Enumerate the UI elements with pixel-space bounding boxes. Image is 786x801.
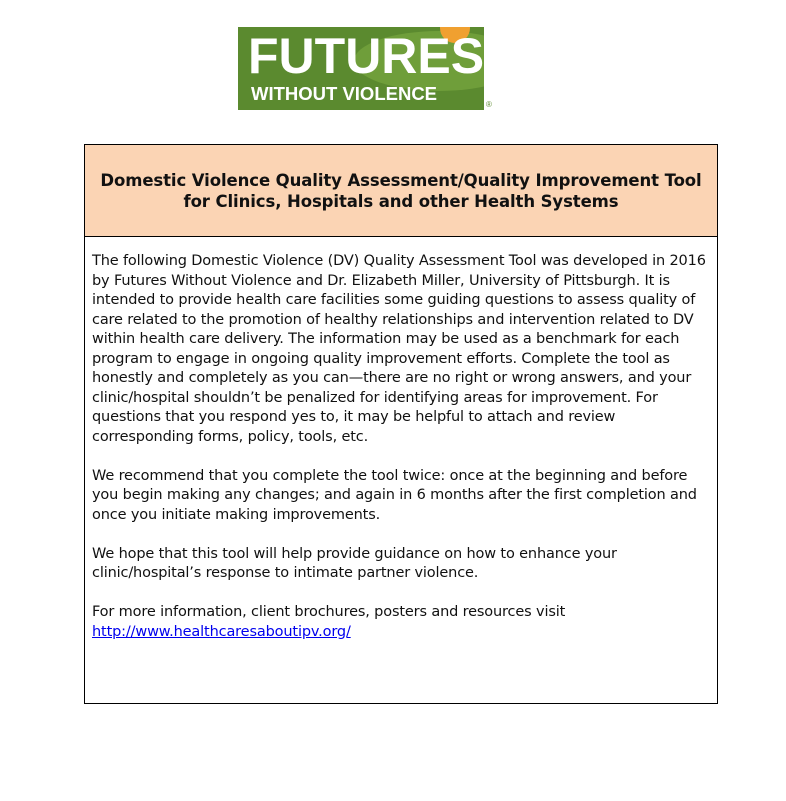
more-info-text: For more information, client brochures, posters and resources visit: [92, 604, 566, 620]
info-box: [84, 144, 718, 704]
recommendation-paragraph: We recommend that you complete the tool twice: once at the beginning and before you begin making any changes; and again in 6 months after the first completion and once you initiate making improvements.: [92, 467, 697, 523]
title-line-1: Domestic Violence Quality Assessment/Quality Improvement Tool: [100, 170, 702, 190]
futures-without-violence-logo: [238, 27, 484, 110]
intro-paragraph: The following Domestic Violence (DV) Quality Assessment Tool was developed in 2016 by Futures Without Violence and Dr. Elizabeth Miller, University of Pittsburgh. It is intended to provide health care facilities some guiding questions to assess quality of care related to the promotion of healthy relationships and intervention related to DV within health care delivery. The information may be used as a benchmark for each program to engage in ongoing quality improvement efforts. Complete the tool as honestly and completely as you can—there are no right or wrong answers, and your clinic/hospital shouldn’t be penalized for identifying areas for improvement. For questions that you respond yes to, it may be helpful to attach and review corresponding forms, policy, tools, etc.: [92, 253, 706, 445]
title-line-2: for Clinics, Hospitals and other Health Systems: [183, 191, 619, 211]
document-title: [100, 170, 701, 212]
title-header: [85, 145, 717, 237]
logo-text-futures: FUTURES: [248, 28, 484, 84]
body-content: [85, 237, 717, 642]
more-info-paragraph: [92, 603, 710, 642]
guidance-paragraph: We hope that this tool will help provide guidance on how to enhance your clinic/hospital’s response to intimate partner violence.: [92, 545, 617, 581]
registered-mark: ®: [486, 100, 492, 109]
resources-link[interactable]: http://www.healthcaresaboutipv.org/: [92, 623, 351, 640]
logo-text-without-violence: WITHOUT VIOLENCE: [251, 83, 438, 104]
